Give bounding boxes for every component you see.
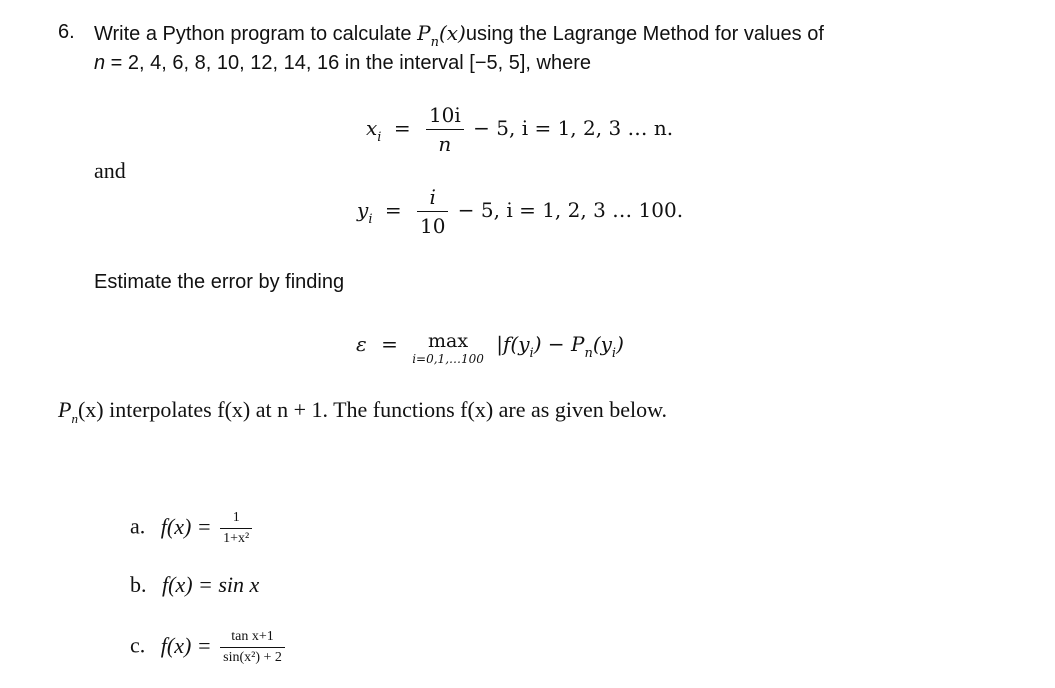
eq-err-equals: = bbox=[381, 332, 398, 356]
problem-line-1-post: using the Lagrange Method for values of bbox=[465, 23, 824, 45]
estimate-text: Estimate the error by finding bbox=[94, 271, 345, 293]
pn-symbol: $P_n$ bbox=[417, 21, 439, 50]
eq-x-fraction bbox=[426, 103, 464, 156]
function-a-numerator: 1 bbox=[220, 510, 252, 529]
function-a-label: a. bbox=[130, 513, 146, 539]
function-a-denominator: 1+x² bbox=[223, 531, 250, 546]
interp-pn: $P_n$ bbox=[58, 397, 78, 426]
function-c-numerator: tan x+1 bbox=[220, 629, 285, 648]
eq-y-fraction bbox=[417, 185, 448, 238]
function-a-lhs: f(x) = bbox=[160, 513, 212, 539]
function-c-lhs: f(x) = bbox=[160, 632, 212, 658]
problem-line-2-rest: = 2, 4, 6, 8, 10, 12, 14, 16 in the interval [−5, 5], where bbox=[105, 52, 591, 74]
function-a-fraction bbox=[220, 510, 252, 547]
eq-x-equals: = bbox=[393, 116, 411, 140]
interp-rest: (x) interpolates f(x) at n + 1. The functions f(x) are as given below. bbox=[77, 397, 668, 422]
problem-line-1-pre: Write a Python program to calculate bbox=[94, 23, 412, 45]
function-b bbox=[130, 572, 259, 598]
eq-err-lhs: ε bbox=[356, 332, 367, 356]
and-text: and bbox=[94, 158, 126, 183]
eq-x-tail: − 5, i = 1, 2, 3 … n. bbox=[473, 116, 674, 140]
interpolation-line bbox=[58, 397, 668, 426]
eq-x-lhs: $x_i$ bbox=[366, 116, 382, 145]
eq-y-numerator: i bbox=[417, 185, 448, 212]
function-c-fraction bbox=[220, 629, 285, 666]
eq-y-tail: − 5, i = 1, 2, 3 … 100. bbox=[457, 198, 684, 222]
max-operator: max i=0,1,…100 bbox=[412, 330, 484, 366]
eq-err-body: $|f(y_i) - P_n(y_i)$ bbox=[496, 332, 624, 361]
eq-x-numerator: 10i bbox=[426, 103, 464, 130]
eq-x-denominator: n bbox=[438, 132, 452, 156]
problem-line-1 bbox=[94, 21, 824, 50]
n-variable: n bbox=[94, 52, 106, 74]
eq-y-lhs: $y_i$ bbox=[357, 198, 373, 227]
problem-line-2 bbox=[94, 52, 591, 75]
eq-y-equals: = bbox=[384, 198, 402, 222]
function-c bbox=[130, 629, 288, 666]
function-b-label: b. bbox=[130, 572, 147, 597]
function-c-denominator: sin(x²) + 2 bbox=[223, 650, 282, 665]
equation-x-i bbox=[366, 103, 673, 156]
problem-number: 6. bbox=[58, 21, 75, 43]
pn-argument: (x) bbox=[438, 21, 466, 45]
function-b-expression: f(x) = sin x bbox=[162, 572, 260, 597]
function-c-label: c. bbox=[130, 632, 146, 658]
function-a bbox=[130, 510, 255, 547]
eq-y-denominator: 10 bbox=[419, 214, 446, 238]
equation-error bbox=[356, 332, 624, 365]
equation-y-i bbox=[357, 185, 683, 238]
